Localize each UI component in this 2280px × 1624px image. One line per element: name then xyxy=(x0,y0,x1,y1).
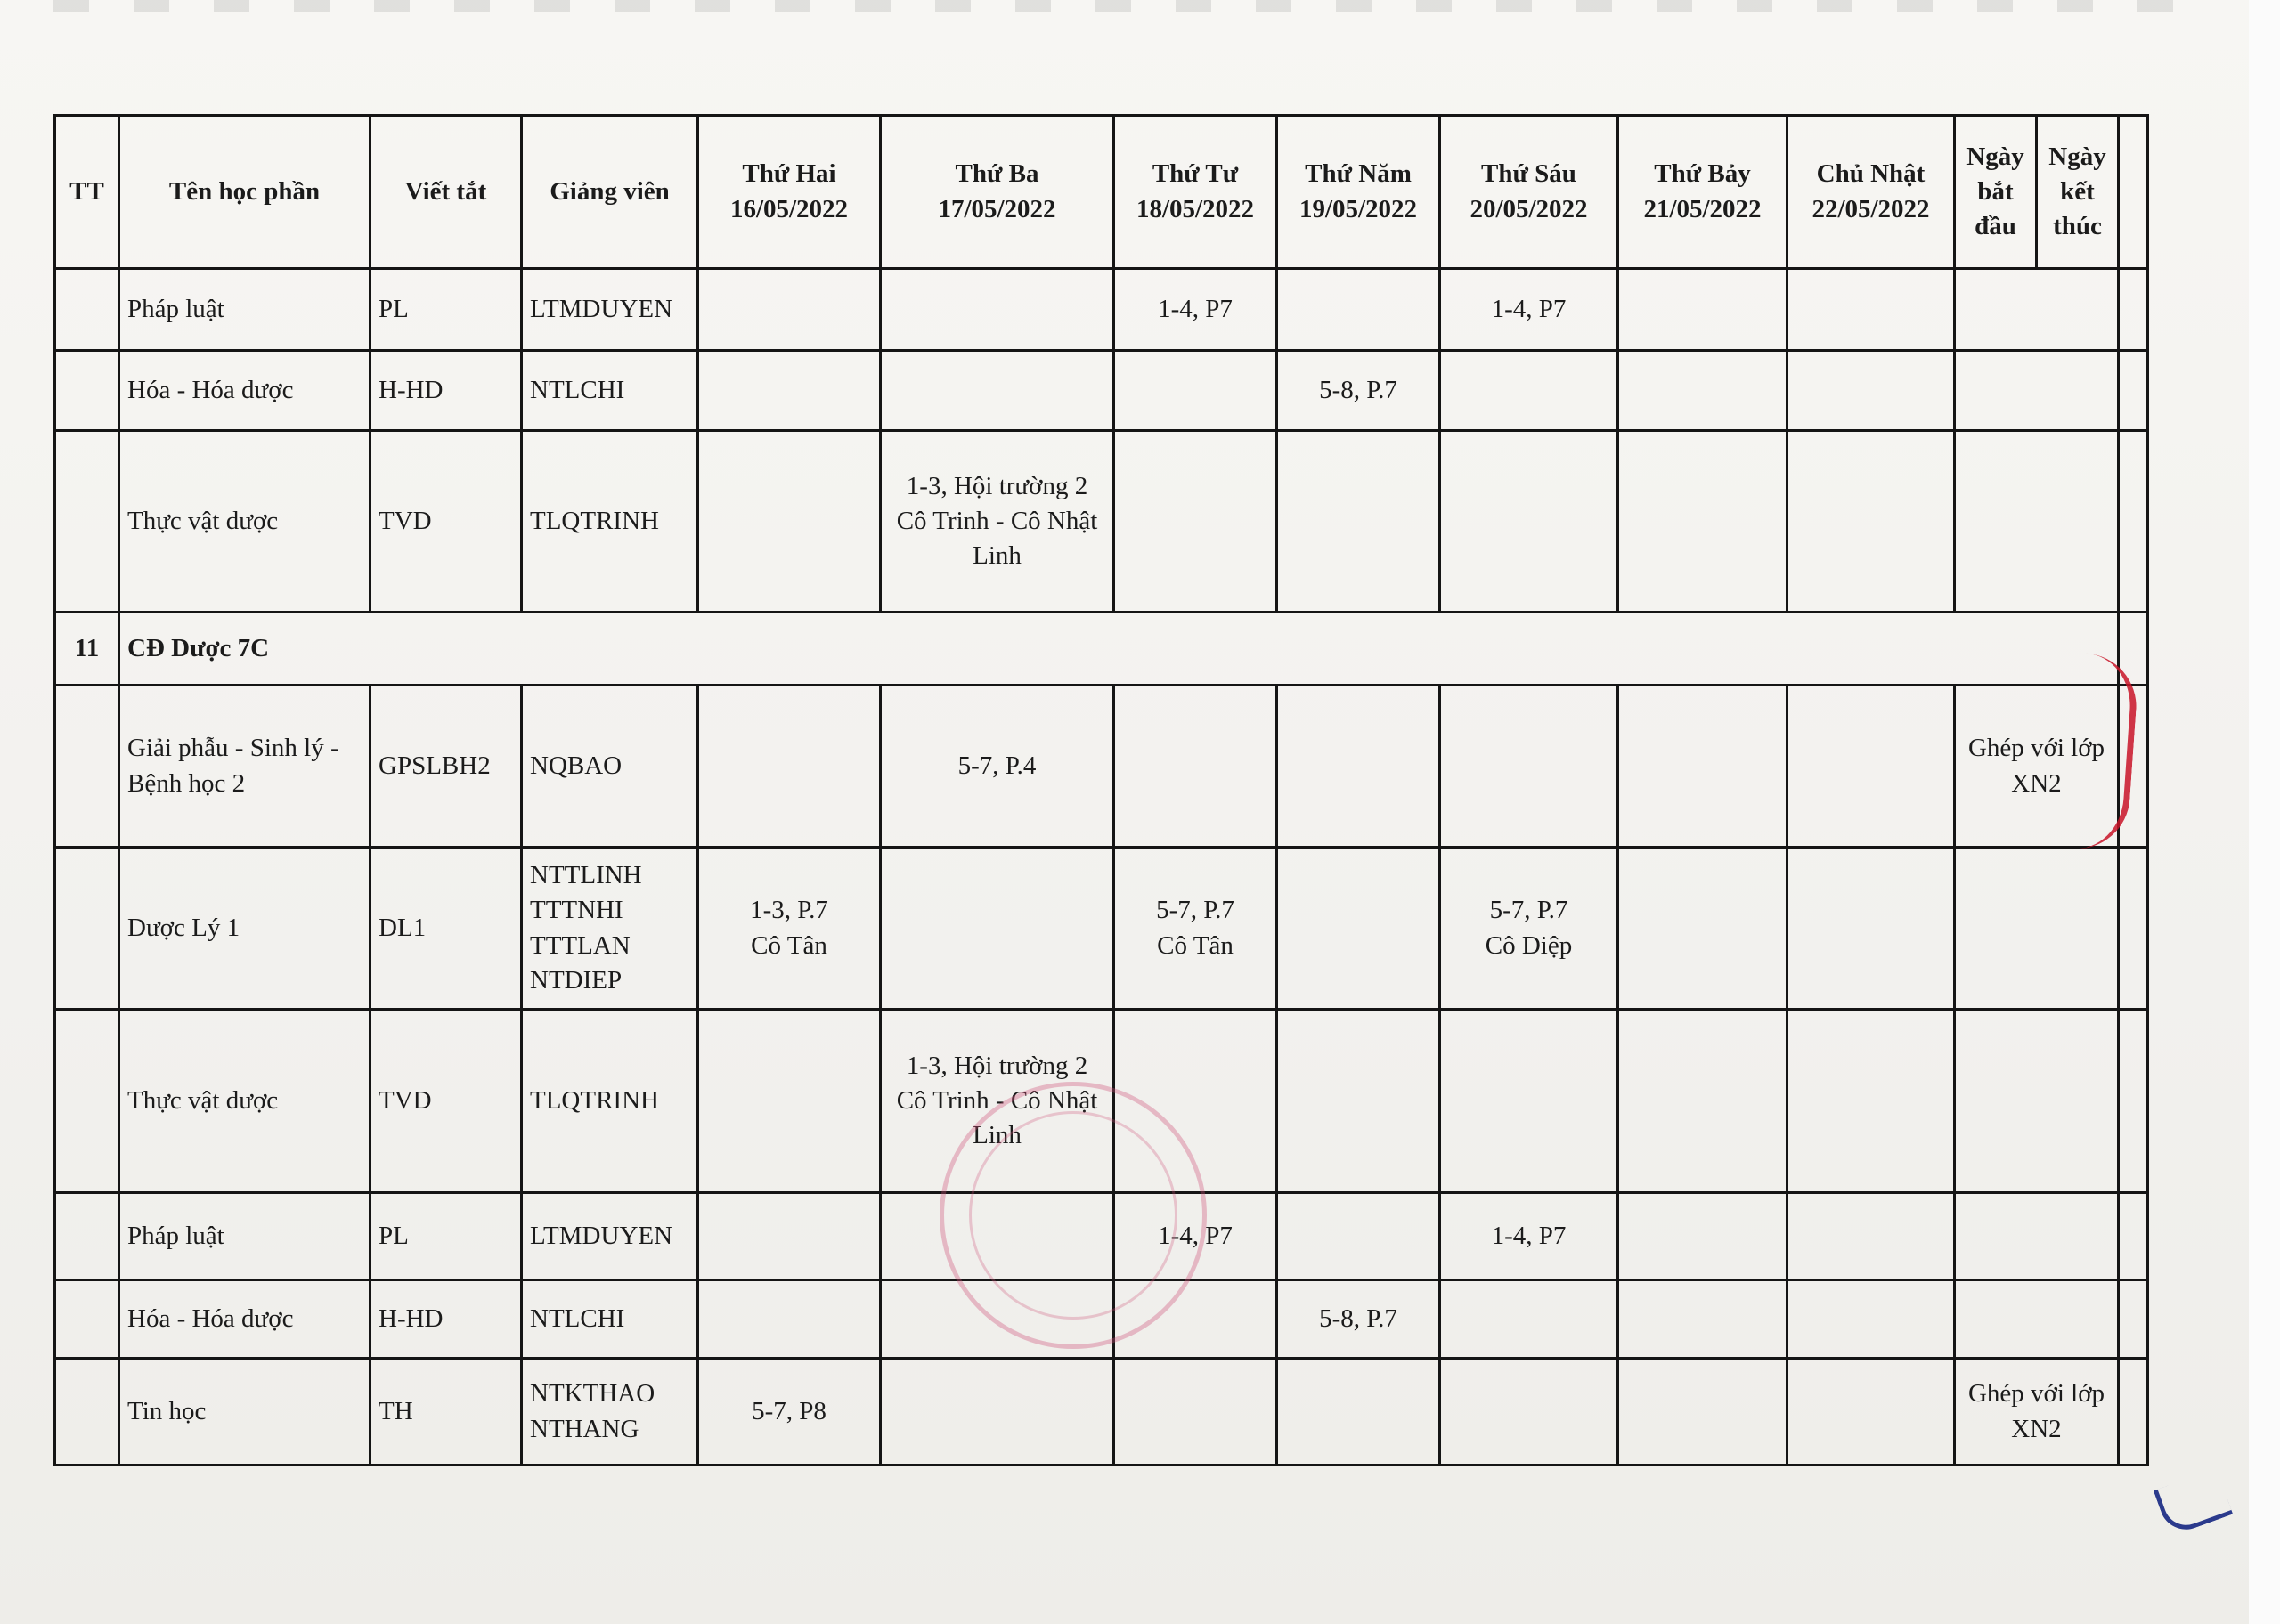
merge-note xyxy=(1955,1010,2119,1193)
slot-line: 5-7, P8 xyxy=(752,1396,826,1425)
schedule-slot xyxy=(1440,848,1618,1010)
course-name: Pháp luật xyxy=(119,1193,370,1280)
header-course: Tên học phần xyxy=(119,116,370,269)
schedule-slot xyxy=(1114,1193,1277,1280)
schedule-slot xyxy=(881,848,1114,1010)
timetable-body xyxy=(55,269,2148,1466)
header-cut-column xyxy=(2119,116,2148,269)
schedule-slot xyxy=(881,431,1114,613)
slot-line: 5-7, P.7 xyxy=(1489,896,1568,925)
slot-line: 1-4, P7 xyxy=(1491,294,1567,323)
header-day-tue: Thứ Ba 17/05/2022 xyxy=(881,116,1114,269)
schedule-slot xyxy=(881,269,1114,351)
schedule-slot xyxy=(1618,431,1787,613)
schedule-slot xyxy=(1277,431,1440,613)
schedule-slot xyxy=(1114,848,1277,1010)
teacher-code: NTTLINH xyxy=(530,861,642,890)
section-title: CĐ Dược 7C xyxy=(119,613,2119,686)
merge-note xyxy=(1955,848,2119,1010)
schedule-slot xyxy=(1440,686,1618,848)
row-number xyxy=(55,686,119,848)
slot-line: 1-4, P7 xyxy=(1158,294,1233,323)
schedule-slot xyxy=(1440,1280,1618,1359)
teacher-code: NTLCHI xyxy=(530,1303,625,1333)
table-row xyxy=(55,1359,2148,1466)
slot-line: 1-3, Hội trường 2 xyxy=(906,1051,1088,1080)
header-end-date: Ngày kết thúc xyxy=(2037,116,2119,269)
schedule-slot xyxy=(1277,351,1440,431)
schedule-slot xyxy=(1618,1010,1787,1193)
course-teacher xyxy=(522,1359,698,1466)
table-row xyxy=(55,1280,2148,1359)
schedule-slot xyxy=(1440,1193,1618,1280)
teacher-code: NQBAO xyxy=(530,751,623,780)
course-teacher xyxy=(522,686,698,848)
teacher-code: NTHANG xyxy=(530,1414,639,1443)
schedule-slot xyxy=(1114,351,1277,431)
cut-column-cell xyxy=(2119,431,2148,613)
course-teacher xyxy=(522,351,698,431)
schedule-slot xyxy=(881,1010,1114,1193)
course-name: Thực vật dược xyxy=(119,431,370,613)
row-number xyxy=(55,1010,119,1193)
schedule-slot xyxy=(1277,686,1440,848)
merge-note xyxy=(1955,1193,2119,1280)
header-day-fri: Thứ Sáu 20/05/2022 xyxy=(1440,116,1618,269)
cut-column-cell xyxy=(2119,1359,2148,1466)
merge-note xyxy=(1955,1280,2119,1359)
schedule-slot xyxy=(1440,431,1618,613)
section-row xyxy=(55,613,2148,686)
course-abbr: DL1 xyxy=(370,848,522,1010)
header-day-wed: Thứ Tư 18/05/2022 xyxy=(1114,116,1277,269)
timetable xyxy=(53,114,2149,1466)
teacher-code: TLQTRINH xyxy=(530,1085,659,1115)
schedule-slot xyxy=(1277,1193,1440,1280)
course-teacher xyxy=(522,1010,698,1193)
schedule-slot xyxy=(1114,1280,1277,1359)
slot-line: Cô Diệp xyxy=(1485,930,1573,960)
table-row xyxy=(55,431,2148,613)
course-name: Tin học xyxy=(119,1359,370,1466)
row-number xyxy=(55,1359,119,1466)
schedule-slot xyxy=(1618,1359,1787,1466)
schedule-slot xyxy=(1618,269,1787,351)
schedule-slot xyxy=(1787,351,1955,431)
table-row xyxy=(55,1193,2148,1280)
teacher-code: NTLCHI xyxy=(530,375,625,404)
course-name: Pháp luật xyxy=(119,269,370,351)
course-abbr: TH xyxy=(370,1359,522,1466)
merge-note-line: Ghép với lớp xyxy=(1967,1379,2105,1409)
merge-note xyxy=(1955,351,2119,431)
schedule-slot xyxy=(881,351,1114,431)
cut-column-cell xyxy=(2119,848,2148,1010)
course-name: Giải phẫu - Sinh lý - Bệnh học 2 xyxy=(119,686,370,848)
schedule-slot xyxy=(698,1359,881,1466)
course-teacher xyxy=(522,269,698,351)
teacher-code: TTTLAN xyxy=(530,930,631,960)
teacher-code: TTTNHI xyxy=(530,896,623,925)
slot-line: Linh xyxy=(973,1121,1022,1150)
schedule-slot xyxy=(1618,1280,1787,1359)
slot-line: 5-7, P.7 xyxy=(1156,896,1234,925)
slot-line: 1-3, P.7 xyxy=(750,896,828,925)
course-abbr: GPSLBH2 xyxy=(370,686,522,848)
course-abbr: PL xyxy=(370,1193,522,1280)
header-tt: TT xyxy=(55,116,119,269)
slot-line: 1-3, Hội trường 2 xyxy=(906,471,1088,500)
bleed-through-marks xyxy=(53,0,2182,12)
schedule-slot xyxy=(698,686,881,848)
merge-note xyxy=(1955,1359,2119,1466)
schedule-slot xyxy=(1787,269,1955,351)
table-row xyxy=(55,269,2148,351)
course-name: Hóa - Hóa dược xyxy=(119,1280,370,1359)
schedule-slot xyxy=(698,848,881,1010)
header-day-sun: Chủ Nhật 22/05/2022 xyxy=(1787,116,1955,269)
slot-line: 1-4, P7 xyxy=(1491,1221,1567,1250)
slot-line: 5-8, P.7 xyxy=(1319,375,1397,404)
schedule-slot xyxy=(698,431,881,613)
row-number xyxy=(55,1193,119,1280)
teacher-code: NTKTHAO xyxy=(530,1379,656,1409)
header-teacher: Giảng viên xyxy=(522,116,698,269)
schedule-slot xyxy=(698,351,881,431)
teacher-code: LTMDUYEN xyxy=(530,1221,673,1250)
schedule-slot xyxy=(1440,269,1618,351)
schedule-slot xyxy=(1440,1010,1618,1193)
cut-column-cell xyxy=(2119,351,2148,431)
schedule-slot xyxy=(1114,686,1277,848)
cut-column-cell xyxy=(2119,1280,2148,1359)
cut-column-cell xyxy=(2119,1193,2148,1280)
slot-line: 5-8, P.7 xyxy=(1319,1303,1397,1333)
course-teacher xyxy=(522,848,698,1010)
row-number xyxy=(55,1280,119,1359)
scan-edge xyxy=(2249,0,2280,1624)
merge-note-line: Ghép với lớp xyxy=(1967,734,2105,763)
schedule-slot xyxy=(1114,1010,1277,1193)
cut-column-cell xyxy=(2119,1010,2148,1193)
table-row xyxy=(55,686,2148,848)
course-abbr: TVD xyxy=(370,1010,522,1193)
schedule-slot xyxy=(881,1193,1114,1280)
header-day-mon: Thứ Hai 16/05/2022 xyxy=(698,116,881,269)
slot-line: Cô Tân xyxy=(751,930,827,960)
course-teacher xyxy=(522,1280,698,1359)
schedule-slot xyxy=(881,686,1114,848)
schedule-slot xyxy=(1277,848,1440,1010)
row-number xyxy=(55,351,119,431)
course-abbr: H-HD xyxy=(370,351,522,431)
table-row xyxy=(55,1010,2148,1193)
course-name: Thực vật dược xyxy=(119,1010,370,1193)
schedule-slot xyxy=(1787,1280,1955,1359)
schedule-slot xyxy=(1618,686,1787,848)
schedule-slot xyxy=(1114,1359,1277,1466)
slot-line: 1-4, P7 xyxy=(1158,1221,1233,1250)
schedule-slot xyxy=(698,1193,881,1280)
schedule-slot xyxy=(698,269,881,351)
slot-line: 5-7, P.4 xyxy=(957,751,1037,780)
table-row xyxy=(55,351,2148,431)
row-number xyxy=(55,431,119,613)
merge-note-line: XN2 xyxy=(2011,768,2062,798)
schedule-slot xyxy=(1277,1010,1440,1193)
teacher-code: NTDIEP xyxy=(530,965,623,995)
schedule-slot xyxy=(1787,686,1955,848)
course-abbr: PL xyxy=(370,269,522,351)
course-name: Hóa - Hóa dược xyxy=(119,351,370,431)
schedule-slot xyxy=(1787,1193,1955,1280)
schedule-slot xyxy=(1787,431,1955,613)
schedule-slot xyxy=(1787,1010,1955,1193)
schedule-slot xyxy=(1440,351,1618,431)
cut-column-cell xyxy=(2119,269,2148,351)
schedule-slot xyxy=(1440,1359,1618,1466)
merge-note xyxy=(1955,269,2119,351)
section-number: 11 xyxy=(55,613,119,686)
schedule-slot xyxy=(1787,848,1955,1010)
merge-note xyxy=(1955,431,2119,613)
schedule-slot xyxy=(698,1280,881,1359)
schedule-slot xyxy=(881,1280,1114,1359)
row-number xyxy=(55,848,119,1010)
schedule-slot xyxy=(1277,1359,1440,1466)
schedule-slot xyxy=(881,1359,1114,1466)
slot-line: Cô Tân xyxy=(1157,930,1234,960)
slot-line: Cô Trinh - Cô Nhật xyxy=(896,506,1098,535)
merge-note-line: XN2 xyxy=(2011,1414,2062,1443)
schedule-slot xyxy=(1114,269,1277,351)
schedule-slot xyxy=(1787,1359,1955,1466)
table-row xyxy=(55,848,2148,1010)
row-number xyxy=(55,269,119,351)
schedule-slot xyxy=(1114,431,1277,613)
slot-line: Cô Trinh - Cô Nhật xyxy=(896,1085,1098,1115)
slot-line: Linh xyxy=(973,541,1022,571)
schedule-slot xyxy=(1277,1280,1440,1359)
schedule-slot xyxy=(1277,269,1440,351)
header-day-thu: Thứ Năm 19/05/2022 xyxy=(1277,116,1440,269)
course-teacher xyxy=(522,431,698,613)
course-name: Dược Lý 1 xyxy=(119,848,370,1010)
schedule-slot xyxy=(1618,351,1787,431)
header-day-sat: Thứ Bảy 21/05/2022 xyxy=(1618,116,1787,269)
course-abbr: TVD xyxy=(370,431,522,613)
teacher-code: LTMDUYEN xyxy=(530,294,673,323)
course-abbr: H-HD xyxy=(370,1280,522,1359)
course-teacher xyxy=(522,1193,698,1280)
schedule-slot xyxy=(1618,848,1787,1010)
schedule-slot xyxy=(1618,1193,1787,1280)
header-start-date: Ngày bắt đầu xyxy=(1955,116,2037,269)
header-row xyxy=(55,116,2148,269)
schedule-slot xyxy=(698,1010,881,1193)
header-abbr: Viết tắt xyxy=(370,116,522,269)
teacher-code: TLQTRINH xyxy=(530,506,659,535)
